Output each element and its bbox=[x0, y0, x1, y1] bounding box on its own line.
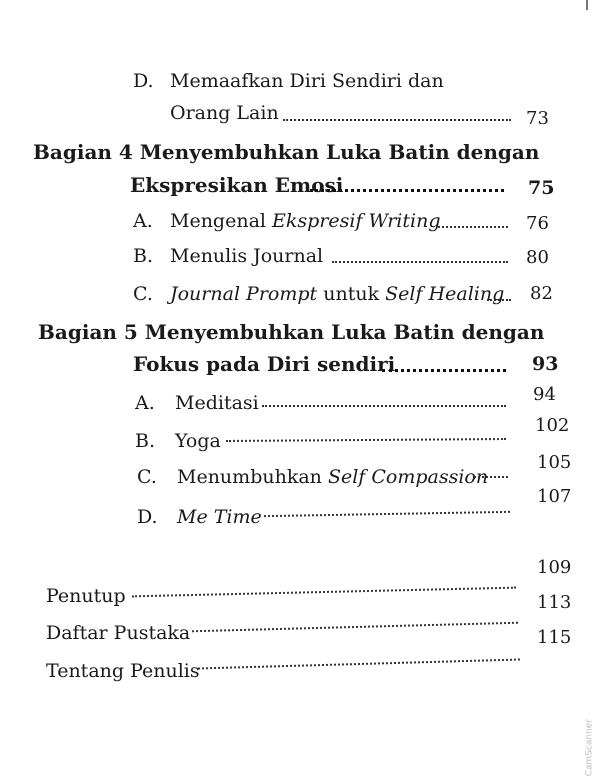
section-heading-bagian-4-line1: Bagian 4 Menyembuhkan Luka Batin dengan bbox=[33, 140, 540, 164]
toc-entry-d4-line2: Orang Lain bbox=[170, 102, 279, 124]
toc-entry-b5c-text bbox=[177, 466, 488, 488]
toc-entry-penutup: Penutup bbox=[46, 585, 126, 607]
toc-entry-d4-line1: Memaafkan Diri Sendiri dan bbox=[170, 70, 444, 92]
entry-text: untuk bbox=[317, 283, 386, 305]
leader-dots bbox=[438, 226, 508, 228]
toc-entry-b4b-letter: B. bbox=[133, 245, 154, 267]
entry-text-italic: Self Compassion bbox=[327, 466, 489, 488]
page-number: 82 bbox=[530, 283, 553, 304]
toc-entry-b4c-letter: C. bbox=[133, 283, 153, 305]
page-number: 94 bbox=[533, 384, 556, 405]
entry-text: Menumbuhkan bbox=[177, 466, 328, 488]
toc-entry-b5b-text: Yoga bbox=[175, 430, 221, 452]
page-number: 75 bbox=[528, 177, 555, 199]
leader-dots bbox=[310, 189, 504, 192]
page-number: 109 bbox=[537, 557, 572, 578]
leader-dots bbox=[198, 659, 520, 670]
leader-dots bbox=[474, 476, 508, 478]
toc-entry-b5d-letter: D. bbox=[137, 506, 158, 528]
toc-entry-tentang-penulis: Tentang Penulis bbox=[46, 660, 200, 682]
toc-entry-b4a-text bbox=[170, 210, 441, 232]
toc-entry-b4b-text: Menulis Journal bbox=[170, 245, 324, 267]
toc-entry-daftar-pustaka: Daftar Pustaka bbox=[46, 622, 191, 644]
toc-entry-d4-letter: D. bbox=[133, 70, 154, 92]
entry-text-italic: Self Healing bbox=[385, 283, 505, 305]
page-number: 80 bbox=[526, 247, 549, 268]
page-number: 102 bbox=[535, 415, 570, 436]
leader-dots bbox=[226, 438, 506, 442]
edge-mark bbox=[586, 0, 588, 10]
page-number: 73 bbox=[526, 108, 549, 129]
page-number: 93 bbox=[532, 353, 559, 375]
toc-entry-b4a-letter: A. bbox=[133, 210, 153, 232]
section-heading-bagian-5-line2: Fokus pada Diri sendiri bbox=[133, 352, 396, 376]
toc-entry-b4c-text bbox=[170, 283, 504, 305]
leader-dots bbox=[192, 622, 518, 633]
page-number: 115 bbox=[537, 627, 572, 648]
leader-dots bbox=[382, 369, 506, 372]
page-number: 113 bbox=[537, 592, 572, 613]
toc-entry-b5a-text: Meditasi bbox=[175, 392, 259, 414]
leader-dots bbox=[332, 261, 508, 263]
leader-dots bbox=[264, 511, 510, 517]
toc-entry-b5b-letter: B. bbox=[135, 430, 156, 452]
leader-dots bbox=[283, 119, 511, 121]
entry-text: Mengenal bbox=[170, 210, 273, 232]
leader-dots bbox=[487, 299, 511, 301]
page-number: 107 bbox=[537, 486, 572, 507]
toc-entry-b5c-letter: C. bbox=[137, 466, 157, 488]
leader-dots bbox=[262, 405, 506, 407]
entry-text-italic: Ekspresif Writing bbox=[272, 210, 441, 232]
toc-entry-b5a-letter: A. bbox=[135, 392, 155, 414]
entry-text-italic: Journal Prompt bbox=[170, 283, 318, 305]
section-heading-bagian-4-line2: Ekspresikan Emosi bbox=[130, 173, 344, 197]
leader-dots bbox=[132, 587, 516, 598]
page-number: 105 bbox=[537, 452, 572, 473]
page-number: 76 bbox=[526, 213, 549, 234]
section-heading-bagian-5-line1: Bagian 5 Menyembuhkan Luka Batin dengan bbox=[38, 320, 545, 344]
scanner-watermark: CamScanner bbox=[584, 719, 594, 776]
toc-entry-b5d-text: Me Time bbox=[177, 506, 262, 528]
